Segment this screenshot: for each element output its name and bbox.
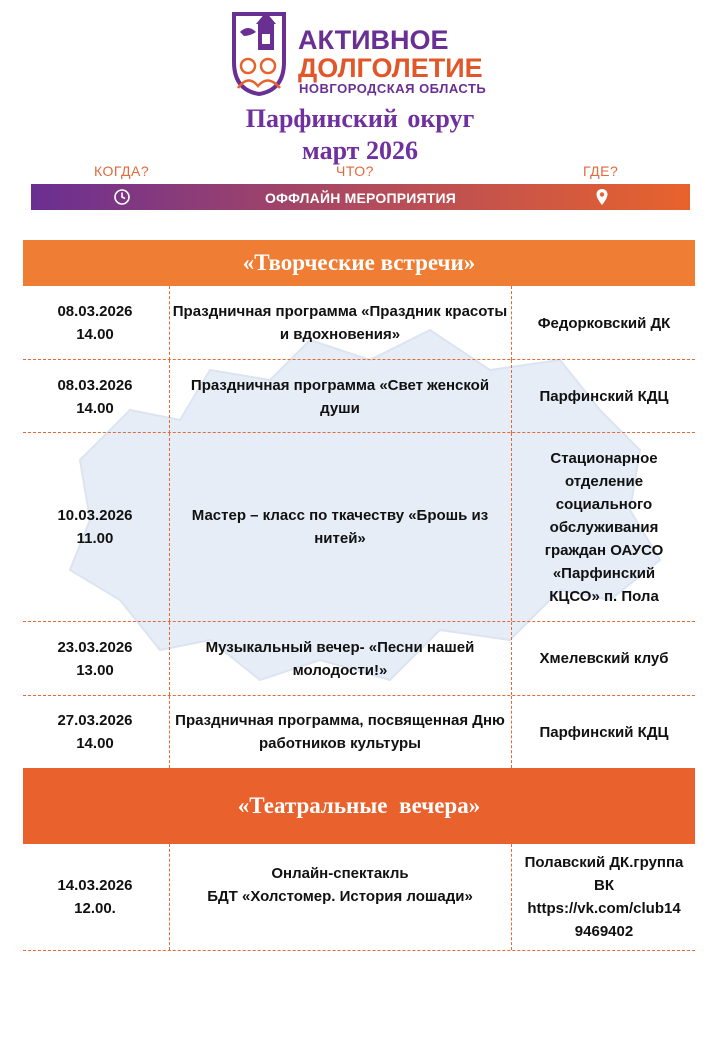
event-place: Парфинский КДЦ — [539, 723, 669, 741]
event-datetime — [23, 286, 167, 360]
event-date: 14.03.2026 — [57, 877, 133, 894]
event-title: Праздничная программа «Праздник красоты и вдохновения» — [172, 303, 508, 343]
event-datetime — [23, 360, 167, 433]
event-time: 14.00 — [76, 735, 114, 752]
event-datetime — [23, 844, 167, 950]
event-title: Музыкальный вечер- «Песни нашей молодости!» — [205, 638, 475, 679]
event-title: Праздничная программа «Свет женской души — [190, 376, 490, 417]
event-datetime — [23, 622, 167, 695]
event-title-line2: БДТ «Холстомер. История лошади» — [207, 888, 473, 905]
event-date: 10.03.2026 — [57, 507, 133, 524]
event-place: Стационарное отделение социального обслуживания граждан ОАУСО «Парфинский КЦСО» п. Пола — [544, 449, 664, 605]
event-time: 14.00 — [76, 399, 114, 417]
event-place: Парфинский КДЦ — [539, 388, 669, 405]
table-row — [23, 696, 695, 768]
event-datetime — [23, 696, 167, 768]
offline-events-band — [31, 184, 690, 210]
when-label: КОГДА? — [94, 163, 150, 179]
event-time: 13.00 — [76, 661, 114, 679]
event-title-line1: Онлайн-спектакль — [271, 865, 409, 882]
section-header-creative-meetings: «Творческие встречи» — [23, 240, 695, 286]
page-subtitle: март 2026 — [302, 136, 418, 165]
event-time: 12.00. — [74, 900, 116, 917]
table-row — [23, 622, 695, 695]
event-place-line1: Полавский ДК.группа ВК — [524, 854, 684, 894]
event-date: 27.03.2026 — [57, 712, 133, 729]
event-place: Хмелевский клуб — [539, 650, 669, 667]
event-place: Федорковский ДК — [537, 314, 671, 332]
table-row — [23, 286, 695, 360]
where-label: ГДЕ? — [583, 163, 619, 179]
event-datetime — [23, 433, 167, 621]
logo-region: НОВГОРОДСКАЯ ОБЛАСТЬ — [299, 81, 487, 96]
vk-group-link-continued[interactable]: 9469402 — [574, 923, 634, 940]
page-title: Парфинский округ — [245, 104, 475, 133]
kremlin-elders-emblem-icon — [228, 10, 290, 96]
event-date: 23.03.2026 — [57, 638, 133, 656]
event-title: Праздничная программа, посвященная Дню работников культуры — [175, 712, 505, 752]
event-title — [169, 844, 511, 950]
table-row — [23, 360, 695, 433]
event-date: 08.03.2026 — [57, 376, 133, 394]
event-date: 08.03.2026 — [57, 303, 133, 320]
event-time: 11.00 — [76, 530, 114, 547]
table-row — [23, 844, 695, 950]
logo-title-line1: АКТИВНОЕ — [298, 25, 449, 55]
event-title: Мастер – класс по ткачеству «Брошь из нитей» — [191, 507, 489, 547]
event-place — [513, 844, 695, 950]
location-pin-icon — [595, 188, 609, 206]
event-time: 14.00 — [76, 326, 114, 343]
vk-group-link[interactable]: https://vk.com/club14 — [527, 900, 681, 917]
section-header-theatre-evenings: «Театральные вечера» — [23, 768, 695, 844]
logo-title-line2: ДОЛГОЛЕТИЕ — [298, 53, 483, 83]
what-label: ЧТО? — [336, 163, 374, 179]
logo — [228, 10, 498, 96]
table-row — [23, 433, 695, 621]
band-title: ОФФЛАЙН МЕРОПРИЯТИЯ — [264, 190, 457, 206]
